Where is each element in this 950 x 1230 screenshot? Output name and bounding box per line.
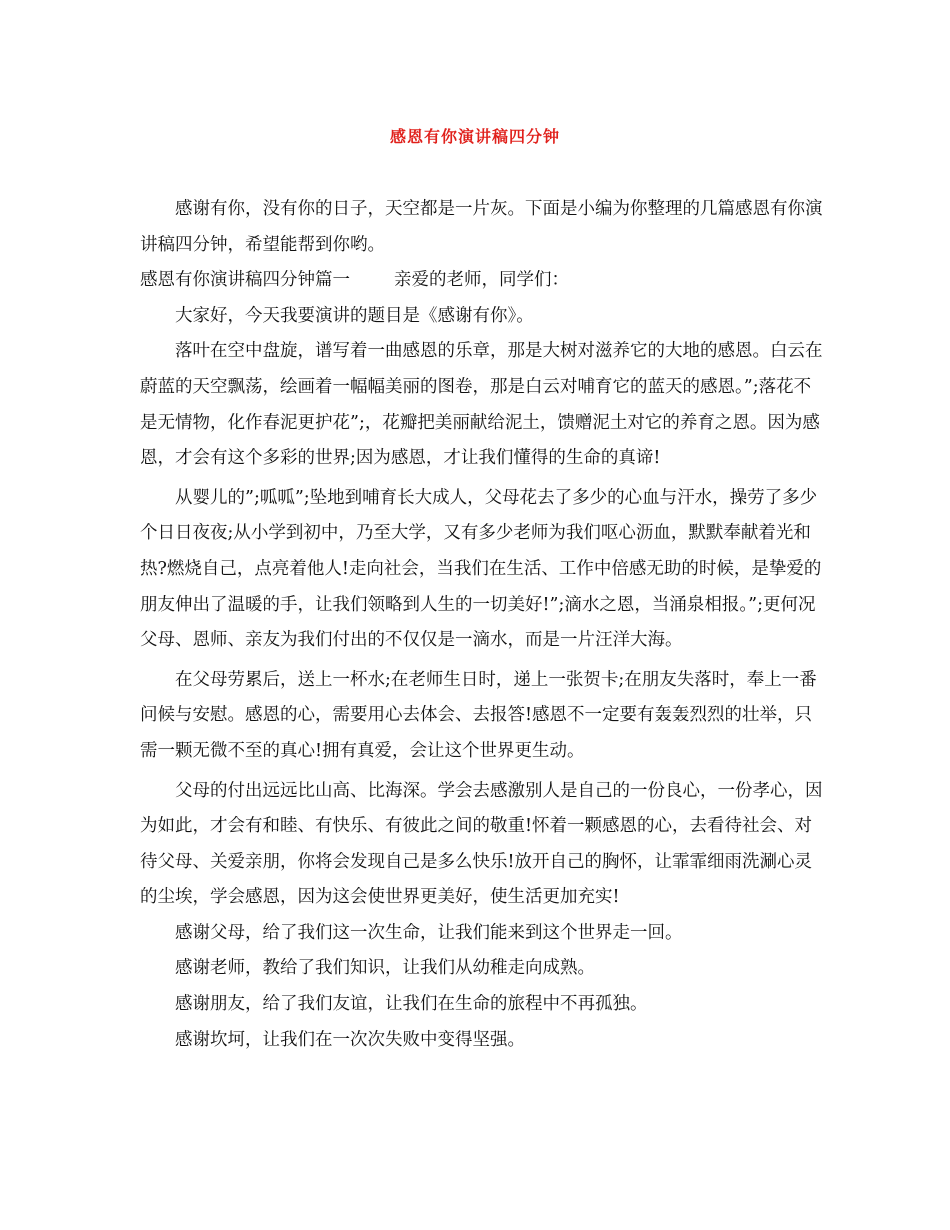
document-body [140, 192, 824, 1058]
body-paragraph: 落叶在空中盘旋，谱写着一曲感恩的乐章，那是大树对滋养它的大地的感恩。白云在蔚蓝的天空飘荡，绘画着一幅幅美丽的图卷，那是白云对哺育它的蓝天的感恩。”;落花不是无情物，化作春泥更护花”;，花瓣把美丽献给泥土，馈赠泥土对它的养育之恩。因为感恩，才会有这个多彩的世界;因为感恩，才让我们懂得的生命的真谛! [140, 341, 823, 469]
body-paragraph: 感谢坎坷，让我们在一次次失败中变得坚强。 [175, 1029, 525, 1050]
document-title: 感恩有你演讲稿四分钟 [389, 127, 560, 146]
body-paragraph: 在父母劳累后，送上一杯水;在老师生日时，递上一张贺卡;在朋友失落时，奉上一番问候与安慰。感恩的心，需要用心去体会、去报答!感恩不一定要有轰轰烈烈的壮举，只需一颗无微不至的真心!拥有真爱，会让这个世界更生动。 [140, 669, 817, 761]
section-heading: 感恩有你演讲稿四分钟篇一 [140, 270, 350, 291]
intro-paragraph: 感谢有你，没有你的日子，天空都是一片灰。下面是小编为你整理的几篇感恩有你演讲稿四分钟，希望能帮到你哟。 [140, 199, 823, 255]
body-paragraph: 父母的付出远远比山高、比海深。学会去感激别人是自己的一份良心，一份孝心，因为如此，才会有和睦、有快乐、有彼此之间的敬重!怀着一颗感恩的心，去看待社会、对待父母、关爱亲朋，你将会发现自己是多么快乐!放开自己的胸怀，让霏霏细雨洗涮心灵的尘埃，学会感恩，因为这会使世界更美好，使生活更加充实! [140, 780, 823, 908]
body-paragraph: 从婴儿的”;呱呱”;坠地到哺育长大成人，父母花去了多少的心血与汗水，操劳了多少个日日夜夜;从小学到初中，乃至大学，又有多少老师为我们呕心沥血，默默奉献着光和热?燃烧自己，点亮着他人!走向社会，当我们在生活、工作中倍感无助的时候，是挚爱的朋友伸出了温暖的手，让我们领略到人生的一切美好!”;滴水之恩，当涌泉相报。”;更何况父母、恩师、亲友为我们付出的不仅仅是一滴水，而是一片汪洋大海。 [140, 487, 822, 651]
body-paragraph: 感谢老师，教给了我们知识，让我们从幼稚走向成熟。 [175, 958, 595, 979]
body-paragraph: 感谢父母，给了我们这一次生命，让我们能来到这个世界走一回。 [175, 922, 683, 943]
section-heading-line [140, 263, 824, 299]
body-paragraph: 大家好，今天我要演讲的题目是《感谢有你》。 [175, 305, 534, 326]
greeting: 亲爱的老师，同学们： [394, 270, 569, 291]
body-paragraph: 感谢朋友，给了我们友谊，让我们在生命的旅程中不再孤独。 [175, 994, 648, 1015]
